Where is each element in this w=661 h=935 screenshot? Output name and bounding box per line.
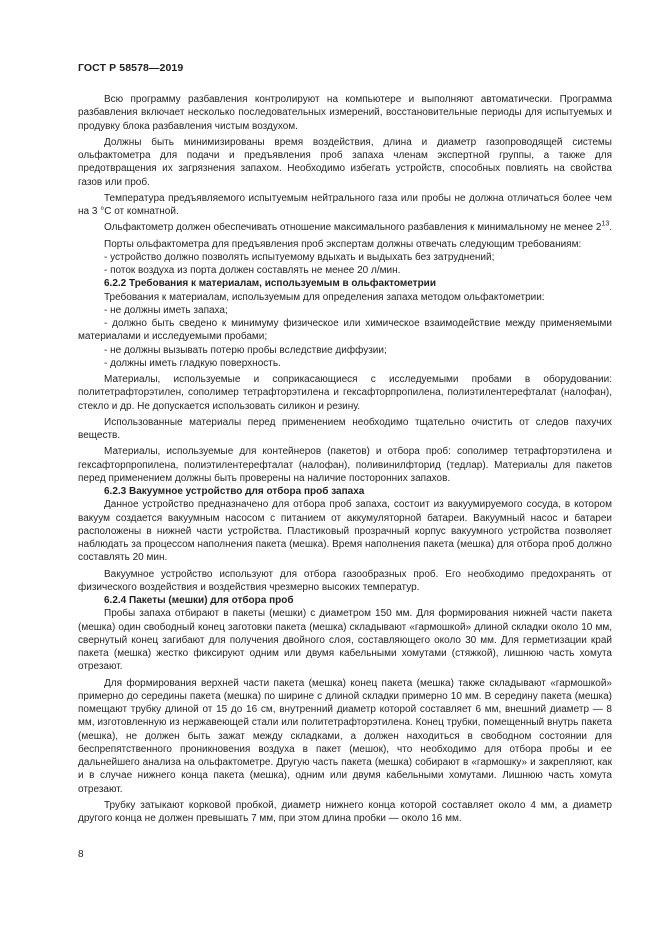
paragraph-ratio [78,221,612,234]
paragraph: Данное устройство предназначено для отбора проб запаха, состоит из вакуумируемого сосуда, в котором вакуум создается вакуумным насосом с питанием от аккумуляторной батареи. Вакуумный насос и батареи расположены в нижней части устройства. Пластиковый прозрачный корпус вакуумного устройства позволяет наблюдать за процессом наполнения пакета (мешка). Время наполнения пакета (мешка) для отбора проб должно составлять 20 мин. [78,499,612,564]
paragraph: Всю программу разбавления контролируют на компьютере и выполняют автоматически. Программа разбавления включает несколько последовательных измерений, восстановительные периоды для испытуемых и продувку блока разбавления чистым воздухом. [78,94,612,132]
paragraph: Вакуумное устройство используют для отбора газообразных проб. Его необходимо предохранять от физического воздействия и воздействия чрезмерно высоких температур. [78,568,612,593]
section-heading-6-2-3: 6.2.3 Вакуумное устройство для отбора проб запаха [104,486,365,497]
list-item: - должны иметь гладкую поверхность. [104,357,281,369]
list-item: - должно быть сведено к минимуму физическое или химическое взаимодействие между применяемыми материалами и исследуемыми пробами; [78,318,612,343]
paragraph: Должны быть минимизированы время воздействия, длина и диаметр газопроводящей системы ольфактометра для подачи и предъявления проб запаха членам экспертной группы, а также для предотвращения их загрязнения запахом. Необходимо избегать устройств, способных повлиять на свойства газов или проб. [78,136,612,188]
paragraph: Для формирования верхней части пакета (мешка) конец пакета (мешка) также складывают «гармошкой» примерно до середины пакета (мешка) по ширине с длиной складки примерно 10 мм. В середину пакета (мешка) помещают трубку длиной от 15 до 16 см, внутренний диаметр которой составляет 6 мм, внешний диаметр — 8 мм, изготовленную из нержавеющей стали или политетрафторэтилена. Конец трубки, помещенный внутрь пакета (мешка), не должен быть зажат между складками, а должен находиться в свободном состоянии для беспрепятственного проникновения воздуха в пакет (мешок), что необходимо для отбора пробы и ее дальнейшего анализа на ольфактометре. Другую часть пакета (мешка) собирают в «гармошку» и закрепляют, как и в случае нижнего конца пакета (мешка), одним или двумя кабельными хомутами. Лишнюю часть хомута отрезают. [78,677,612,795]
section-heading-6-2-4: 6.2.4 Пакеты (мешки) для отбора проб [104,595,294,606]
list-item: - устройство должно позволять испытуемому вдыхать и выдыхать без затруднений; [104,251,495,263]
page-number: 8 [78,849,84,860]
paragraph: Температура предъявляемого испытуемым нейтрального газа или пробы не должна отличаться более чем на 3 °С от комнатной. [78,192,612,217]
section-heading-6-2-2: 6.2.2 Требования к материалам, используемым в ольфактометрии [104,278,436,290]
list-item: - поток воздуха из порта должен составлять не менее 20 л/мин. [104,265,401,276]
list-item: - не должны иметь запаха; [104,304,228,316]
paragraph: Требования к материалам, используемым для определения запаха методом ольфактометрии: [104,291,545,303]
paragraph: Материалы, используемые и соприкасающиеся с исследуемыми пробами в оборудовании: политетрафторэтилен, сополимер тетрафторэтилена и гексафторпропилена, полиэтилентерефталат (налофан), стекло и др. Не допускается использовать силикон и резину. [78,374,612,412]
paragraph: Порты ольфактометра для предъявления проб экспертам должны отвечать следующим требованиям: [104,238,582,250]
list-item: - не должны вызывать потерю пробы вследствие диффузии; [104,344,387,356]
paragraph: Использованные материалы перед применением необходимо тщательно очистить от следов пахучих веществ. [78,416,612,441]
paragraph: Материалы, используемые для контейнеров (пакетов) и отбора проб: сополимер тетрафторэтилена и гексафторпропилена, полиэтилентерефталат (налофан), поливинилфторид (тедлар). Материалы для пакетов перед применением должны быть проверены на наличие посторонних запахов. [78,446,612,484]
ratio-exponent: 13 [601,220,610,228]
paragraph: Трубку затыкают корковой пробкой, диаметр нижнего конца которой составляет около 4 мм, а диаметр другого конца не должен превышать 7 мм, при этом длина пробки — около 16 мм. [78,799,612,824]
page-header-standard: ГОСТ Р 58578—2019 [78,62,184,74]
paragraph: Пробы запаха отбирают в пакеты (мешки) с диаметром 150 мм. Для формирования нижней части пакета (мешка) один свободный конец заготовки пакета (мешка) складывают «гармошкой» длиной складки около 10 мм, свернутый конец загибают для получения двойного слоя, составляющего около 30 мм. Для герметизации край пакета (мешка) жестко фиксируют одним или двумя кабельными хомутами (стяжкой), лишнюю часть хомута отрезают. [78,608,612,673]
ratio-text: Ольфактометр должен обеспечивать отношение максимального разбавления к минимальному не менее 2 [104,222,602,234]
ratio-end: . [609,222,613,234]
document-body [78,93,612,825]
